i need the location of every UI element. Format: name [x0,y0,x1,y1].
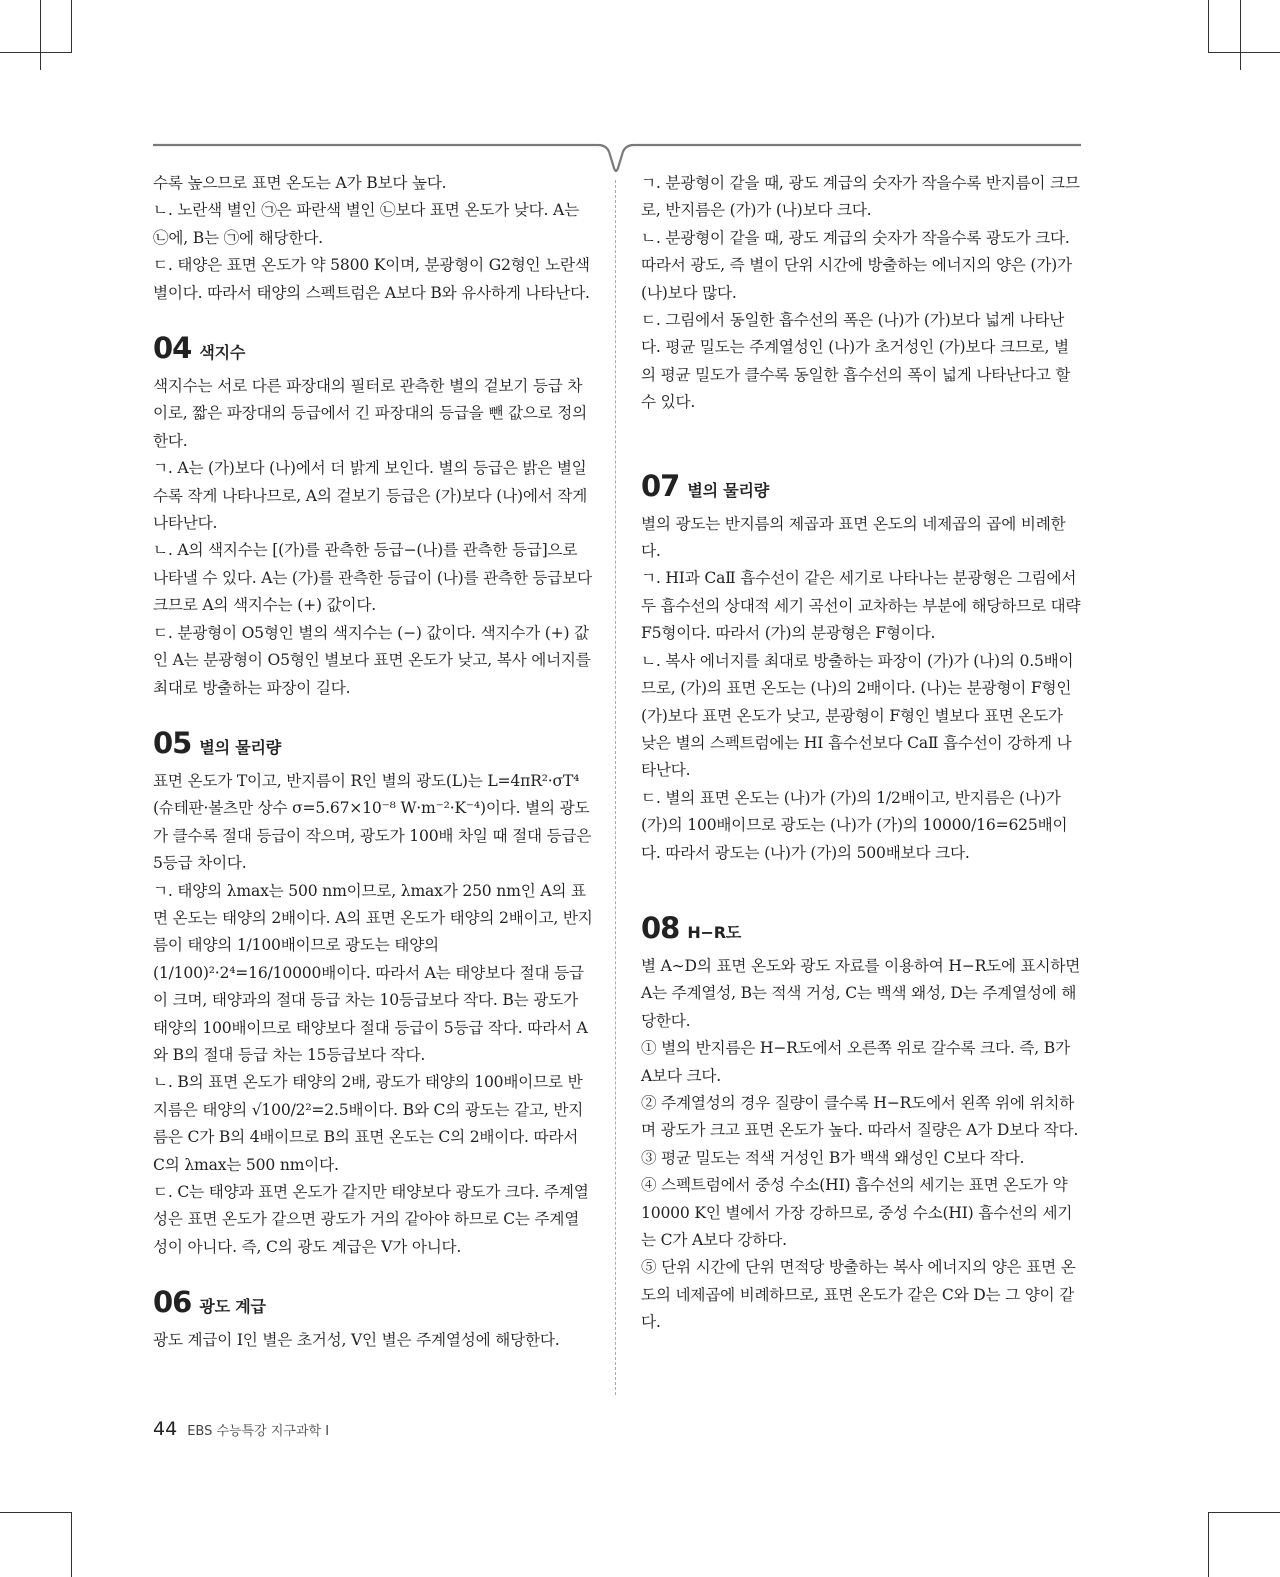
right-column [641,170,1081,1337]
crop-mark [71,1512,72,1577]
paragraph: ㄴ. B의 표면 온도가 태양의 2배, 광도가 태양의 100배이므로 반지름은 태양의 √100/2²=2.5배이다. B와 C의 광도는 같고, 반지름은 C가 B의 4배이므로 B의 표면 온도는 C의 2배이다. 따라서 C의 λmax는 500 nm이다. [153,1073,584,1174]
page-number: 44 [153,1418,178,1440]
crop-mark [1208,1512,1280,1513]
paragraph: ㄴ. 노란색 별인 ㉠은 파란색 별인 ㉡보다 표면 온도가 낮다. A는 ㉡에, B는 ㉠에 해당한다. [153,201,579,247]
section-title: 광도 계급 [199,1297,266,1317]
paragraph: ㄷ. C는 태양과 표면 온도가 같지만 태양보다 광도가 크다. 주계열성은 표면 온도가 같으면 광도가 거의 같아야 하므로 C는 주계열성이 아니다. 즉, C의 광도 계급은 Ⅴ가 아니다. [153,1183,589,1256]
section-title: 별의 물리량 [687,480,770,500]
section-title: 별의 물리량 [199,737,282,757]
section-heading-04 [153,331,593,369]
paragraph: ㄱ. 분광형이 같을 때, 광도 계급의 숫자가 작을수록 반지름이 크므로, 반지름은 (가)가 (나)보다 크다. [641,174,1080,220]
paragraph: ㄷ. 태양은 표면 온도가 약 5800 K이며, 분광형이 G2형인 노란색 별이다. 따라서 태양의 스펙트럼은 A보다 B와 유사하게 나타난다. [153,256,590,302]
paragraph: ④ 스펙트럼에서 중성 수소(HⅠ) 흡수선의 세기는 표면 온도가 약 10000 K인 별에서 가장 강하므로, 중성 수소(HⅠ) 흡수선의 세기는 C가 A보다 강하다. [641,1176,1073,1249]
crop-mark [0,1512,72,1513]
section-number: 07 [641,468,680,503]
paragraph: ㄷ. 그림에서 동일한 흡수선의 폭은 (나)가 (가)보다 넓게 나타난다. 평균 밀도는 주계열성인 (나)가 초거성인 (가)보다 크므로, 별의 평균 밀도가 클수록 동일한 흡수선의 폭이 넓게 나타난다고 할 수 있다. [641,311,1071,412]
top-rule [0,0,1280,180]
section-number: 08 [641,910,680,945]
paragraph: ㄴ. 복사 에너지를 최대로 방출하는 파장이 (가)가 (나)의 0.5배이므로, (가)의 표면 온도는 (나)의 2배이다. (나)는 분광형이 F형인 (가)보다 표면 온도가 낮고, 분광형이 F형인 별보다 표면 온도가 낮은 별의 스펙트럼에는 HⅠ 흡수선보다 CaⅡ 흡수선이 강하게 나타난다. [641,651,1074,780]
page-footer [153,1418,329,1440]
paragraph: ㄱ. 태양의 λmax는 500 nm이므로, λmax가 250 nm인 A의 표면 온도는 태양의 2배이다. A의 표면 온도가 태양의 2배이고, 반지름이 태양의 1/100배이므로 광도는 태양의 (1/100)²·2⁴=16/10000배이다. 따라서 A는 태양보다 절대 등급이 크며, 태양과의 절대 등급 차는 10등급보다 작다. B는 광도가 태양의 100배이므로 태양보다 절대 등급이 5등급 작다. 따라서 A와 B의 절대 등급 차는 15등급보다 작다. [153,881,593,1064]
column-divider [615,180,616,1395]
section-title: H−R도 [687,922,742,942]
paragraph: ① 별의 반지름은 H−R도에서 오른쪽 위로 갈수록 크다. 즉, B가 A보다 크다. [641,1039,1070,1085]
paragraph: 별 A∼D의 표면 온도와 광도 자료를 이용하여 H−R도에 표시하면 A는 주계열성, B는 적색 거성, C는 백색 왜성, D는 주계열성에 해당한다. [641,956,1081,1030]
paragraph: ㄴ. A의 색지수는 [(가)를 관측한 등급−(나)를 관측한 등급]으로 나타낼 수 있다. A는 (가)를 관측한 등급이 (나)를 관측한 등급보다 크므로 A의 색지수는 (+) 값이다. [153,541,592,615]
paragraph: ⑤ 단위 시간에 단위 면적당 방출하는 복사 에너지의 양은 표면 온도의 네제곱에 비례하므로, 표면 온도가 같은 C와 D는 그 양이 같다. [641,1258,1076,1332]
section-heading-06 [153,1285,593,1323]
section-number: 05 [153,725,192,760]
book-title: EBS 수능특강 지구과학 Ⅰ [187,1424,330,1439]
paragraph: ㄱ. HⅠ과 CaⅡ 흡수선이 같은 세기로 나타나는 분광형은 그림에서 두 흡수선의 상대적 세기 곡선이 교차하는 부분에 해당하므로 대략 F5형이다. 따라서 (가)의 분광형은 F형이다. [641,569,1081,643]
section-heading-05 [153,725,593,764]
paragraph: ㄴ. 분광형이 같을 때, 광도 계급의 숫자가 작을수록 광도가 크다. 따라서 광도, 즉 별이 단위 시간에 방출하는 에너지의 양은 (가)가 (나)보다 많다. [641,228,1072,302]
section-heading-07 [641,468,1081,507]
left-column [153,170,593,1355]
section-number: 06 [153,1285,192,1320]
paragraph: ㄷ. 분광형이 O5형인 별의 색지수는 (−) 값이다. 색지수가 (+) 값인 A는 분광형이 O5형인 별보다 표면 온도가 낮고, 복사 에너지를 최대로 방출하는 파장이 길다. [153,623,591,697]
paragraph: 수록 높으므로 표면 온도는 A가 B보다 높다. [153,174,447,192]
section-number: 04 [153,331,192,366]
paragraph: ㄷ. 별의 표면 온도는 (나)가 (가)의 1/2배이고, 반지름은 (나)가 (가)의 100배이므로 광도는 (나)가 (가)의 10000/16=625배이다. 따라서 광도는 (나)가 (가)의 500배보다 크다. [641,788,1068,862]
section-heading-08 [641,910,1081,949]
paragraph: ② 주계열성의 경우 질량이 클수록 H−R도에서 왼쪽 위에 위치하며 광도가 크고 표면 온도가 높다. 따라서 질량은 A가 D보다 작다. [641,1093,1079,1140]
paragraph: ㄱ. A는 (가)보다 (나)에서 더 밝게 보인다. 별의 등급은 밝은 별일수록 작게 나타나므로, A의 겉보기 등급은 (가)보다 (나)에서 작게 나타난다. [153,459,588,533]
section-title: 색지수 [199,343,246,363]
paragraph: 별의 광도는 반지름의 제곱과 표면 온도의 네제곱의 곱에 비례한다. [641,514,1066,561]
crop-mark [1208,1512,1209,1577]
paragraph: 광도 계급이 Ⅰ인 별은 초거성, Ⅴ인 별은 주계열성에 해당한다. [153,1331,560,1350]
paragraph: 색지수는 서로 다른 파장대의 필터로 관측한 별의 겉보기 등급 차이로, 짧은 파장대의 등급에서 긴 파장대의 등급을 뺀 값으로 정의한다. [153,377,588,450]
paragraph: ③ 평균 밀도는 적색 거성인 B가 백색 왜성인 C보다 작다. [641,1148,1025,1167]
paragraph: 표면 온도가 T이고, 반지름이 R인 별의 광도(L)는 L=4πR²·σT⁴ (슈테판·볼츠만 상수 σ=5.67×10⁻⁸ W·m⁻²·K⁻⁴)이다. 별의 광도가 클수록 절대 등급이 작으며, 광도가 100배 차일 때 절대 등급은 5등급 차이다. [153,771,592,873]
